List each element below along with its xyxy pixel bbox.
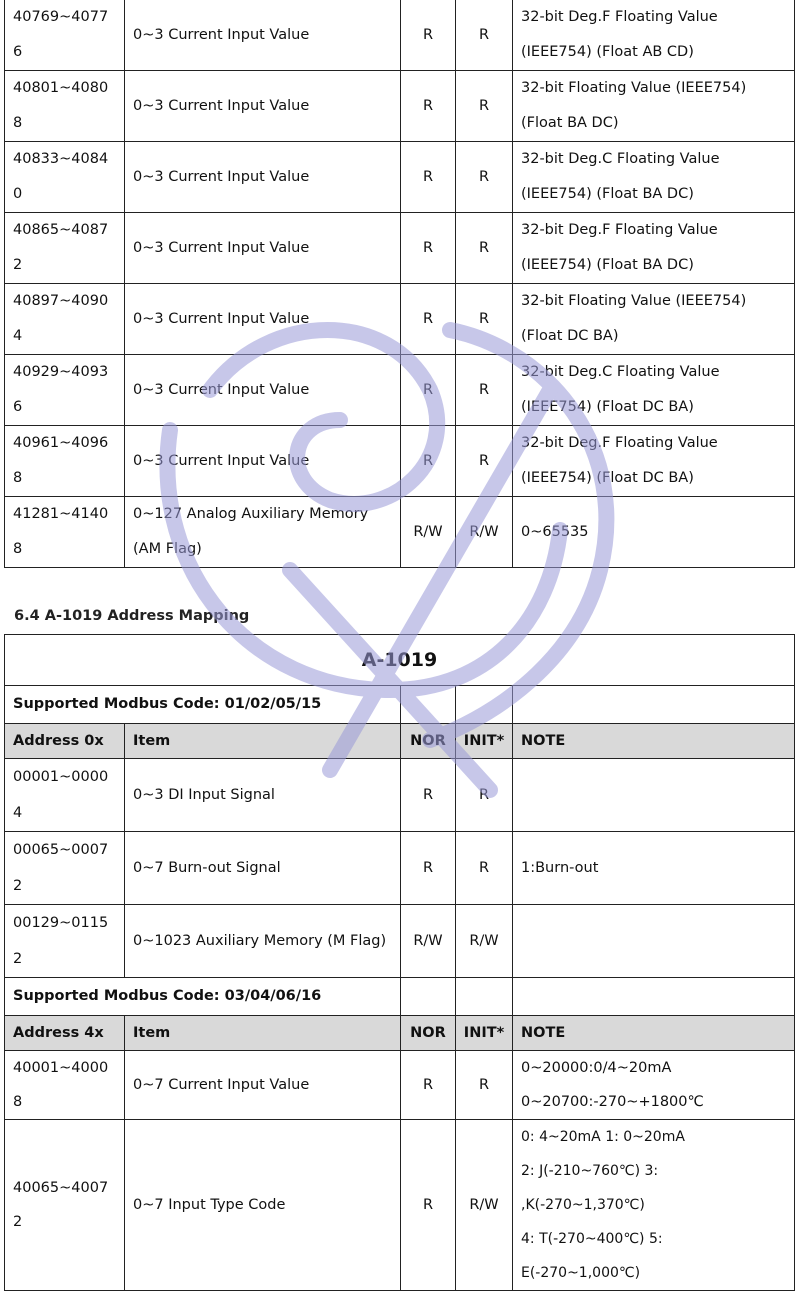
col-header-nor: NOR	[401, 1016, 456, 1051]
cell-init: R/W	[456, 1120, 513, 1291]
table-title: A-1019	[5, 635, 795, 686]
cell-item: 0~7 Input Type Code	[125, 1120, 401, 1291]
cell-note: 32-bit Floating Value (IEEE754) (Float DC BA)	[513, 284, 795, 355]
table-row	[5, 71, 795, 142]
cell-item: 0~3 Current Input Value	[125, 355, 401, 426]
cell-item: 0~127 Analog Auxiliary Memory (AM Flag)	[125, 497, 401, 568]
cell-address: 00065~00072	[5, 832, 125, 905]
cell-address: 40929~40936	[5, 355, 125, 426]
table-row	[5, 832, 795, 905]
cell-init: R	[456, 759, 513, 832]
table-row	[5, 497, 795, 568]
cell-note: 0~65535	[513, 497, 795, 568]
table-row	[5, 905, 795, 978]
cell-nor: R	[401, 426, 456, 497]
cell-nor: R/W	[401, 497, 456, 568]
cell-note: 32-bit Deg.C Floating Value (IEEE754) (Float BA DC)	[513, 142, 795, 213]
cell-nor: R	[401, 213, 456, 284]
cell-nor: R	[401, 1051, 456, 1120]
cell-note	[513, 759, 795, 832]
cell-note: 32-bit Deg.C Floating Value (IEEE754) (Float DC BA)	[513, 355, 795, 426]
a1019-mapping-table	[4, 634, 795, 1291]
table-row	[5, 213, 795, 284]
cell-note: 1:Burn-out	[513, 832, 795, 905]
cell-init: R	[456, 142, 513, 213]
note-line: 0~20700:-270~+1800℃	[521, 1094, 704, 1110]
note-line: 0: 4~20mA 1: 0~20mA	[521, 1129, 685, 1145]
cell-address: 00001~00004	[5, 759, 125, 832]
cell-init: R	[456, 284, 513, 355]
table-row	[5, 1120, 795, 1291]
cell-item: 0~3 DI Input Signal	[125, 759, 401, 832]
table-row	[5, 1051, 795, 1120]
table-row	[5, 759, 795, 832]
register-table-continued	[4, 0, 795, 568]
cell-nor: R	[401, 1120, 456, 1291]
cell-init: R	[456, 426, 513, 497]
cell-address: 40897~40904	[5, 284, 125, 355]
cell-note: 32-bit Deg.F Floating Value (IEEE754) (Float DC BA)	[513, 426, 795, 497]
note-line: 0~20000:0/4~20mA	[521, 1060, 672, 1076]
col-header-note: NOTE	[513, 724, 795, 759]
cell-init: R	[456, 355, 513, 426]
table-row	[5, 0, 795, 71]
cell-note: 32-bit Deg.F Floating Value (IEEE754) (Float AB CD)	[513, 0, 795, 71]
cell-note	[513, 905, 795, 978]
col-header-init: INIT*	[456, 1016, 513, 1051]
cell-note	[513, 1051, 795, 1120]
cell-init: R	[456, 832, 513, 905]
col-header-nor: NOR	[401, 724, 456, 759]
section-heading: 6.4 A-1019 Address Mapping	[14, 608, 250, 624]
cell-init: R	[456, 1051, 513, 1120]
table-row	[5, 426, 795, 497]
cell-note: 32-bit Deg.F Floating Value (IEEE754) (Float BA DC)	[513, 213, 795, 284]
cell-address: 00129~01152	[5, 905, 125, 978]
cell-init: R/W	[456, 905, 513, 978]
cell-note: 32-bit Floating Value (IEEE754) (Float BA DC)	[513, 71, 795, 142]
note-line: 2: J(-210~760℃) 3: ,K(-270~1,370℃)	[521, 1163, 659, 1213]
cell-nor: R	[401, 142, 456, 213]
cell-address: 40801~40808	[5, 71, 125, 142]
table-row	[5, 142, 795, 213]
cell-init: R	[456, 71, 513, 142]
cell-nor: R	[401, 355, 456, 426]
supported-codes-0x: Supported Modbus Code: 01/02/05/15	[5, 686, 401, 724]
cell-nor: R	[401, 832, 456, 905]
cell-address: 41281~41408	[5, 497, 125, 568]
cell-nor: R	[401, 759, 456, 832]
cell-item: 0~3 Current Input Value	[125, 142, 401, 213]
cell-nor: R	[401, 0, 456, 71]
cell-item: 0~3 Current Input Value	[125, 284, 401, 355]
table-row	[5, 284, 795, 355]
cell-nor: R	[401, 284, 456, 355]
col-header-item: Item	[125, 724, 401, 759]
cell-item: 0~3 Current Input Value	[125, 213, 401, 284]
cell-nor: R/W	[401, 905, 456, 978]
col-header-address: Address 0x	[5, 724, 125, 759]
cell-address: 40001~40008	[5, 1051, 125, 1120]
cell-init: R	[456, 0, 513, 71]
col-header-address: Address 4x	[5, 1016, 125, 1051]
cell-item: 0~3 Current Input Value	[125, 71, 401, 142]
cell-address: 40865~40872	[5, 213, 125, 284]
cell-item: 0~3 Current Input Value	[125, 0, 401, 71]
cell-note	[513, 1120, 795, 1291]
cell-init: R	[456, 213, 513, 284]
cell-address: 40961~40968	[5, 426, 125, 497]
supported-codes-4x: Supported Modbus Code: 03/04/06/16	[5, 978, 401, 1016]
cell-init: R/W	[456, 497, 513, 568]
note-line: 4: T(-270~400℃) 5: E(-270~1,000℃)	[521, 1231, 663, 1281]
cell-address: 40833~40840	[5, 142, 125, 213]
col-header-note: NOTE	[513, 1016, 795, 1051]
cell-item: 0~1023 Auxiliary Memory (M Flag)	[125, 905, 401, 978]
cell-item: 0~3 Current Input Value	[125, 426, 401, 497]
cell-item: 0~7 Burn-out Signal	[125, 832, 401, 905]
table-row	[5, 355, 795, 426]
cell-address: 40769~40776	[5, 0, 125, 71]
cell-nor: R	[401, 71, 456, 142]
cell-address: 40065~40072	[5, 1120, 125, 1291]
col-header-item: Item	[125, 1016, 401, 1051]
col-header-init: INIT*	[456, 724, 513, 759]
cell-item: 0~7 Current Input Value	[125, 1051, 401, 1120]
